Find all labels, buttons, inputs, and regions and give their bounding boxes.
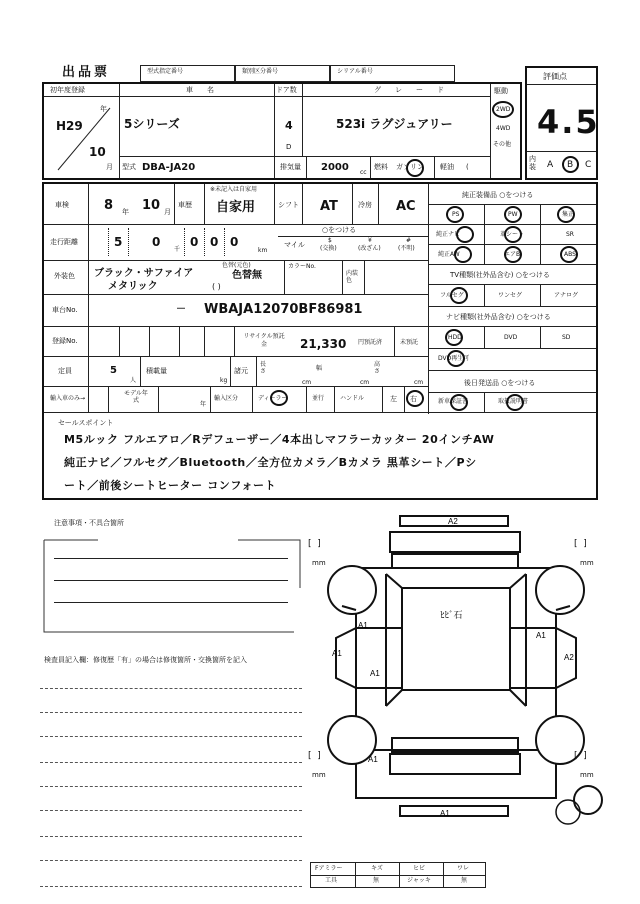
aircon-value: AC: [396, 199, 416, 214]
color-change-value: 色替無: [232, 270, 262, 281]
fuel-value: ガソリン: [396, 163, 424, 171]
equip-3-circle: [557, 206, 575, 223]
mm-front-left: mm: [312, 559, 326, 567]
spec-table: 車検 8 年 10 月 車歴 ※未記入は自家用 自家用 シフト AT 冷房 AC 走行距離 5 0 千 0 0 0 km ○をつける マイル $ (交換) ¥ (改ざん) # (不明) 外装色 色替(元色) ブラック・サファイア 色替無 メタリック ( ) カラーNo. 内装色 車台No. － WBAJA12070BF86981 登録No. リサイクル預託金 21,330 円預託済 未預託 定員 5 人 積載量 kg 諸元 長さ cm 幅 cm 高さ cm 輸入車のみ→ モデル年式 年 輸入区分 ディーラー 並行 ハンドル 左 右 純正装備品 ○をつける PS PW 集正 純正ナビ 革シート SR 純正AW エアB ABS TV種類(社外品含む) ○をつける フルセグ ワンセグ アナログ ナビ種類(社外品含む) ○をつける HDD DVD SD DVD再生可 後日発送品 ○をつける 新車保証書 取扱説明書 セールスポイント M5ルック フルエアロ／Rデフューザー／4本出しマフラーカッター 20インチAW 純正ナビ／フルセグ／Bluetooth／全方位カメラ／Bカメラ 黒革シート／Pシ ート／前後シートヒーター コンフォート: [42, 182, 598, 500]
equip-airb-circle: [504, 246, 522, 263]
doors-value: 4: [285, 119, 293, 132]
drive-selected-circle: [492, 101, 514, 118]
inspector-label: 検査員記入欄：修復歴「有」の場合は修復箇所・交換箇所を記入: [44, 656, 247, 664]
damage-mark-left-door: A1: [370, 669, 380, 678]
equip-navi-circle: [456, 226, 474, 243]
vehicle-info-table: 初年度登録 車名 ドア数 グレード H29 年 10 月 5シリーズ 4 D 523i ラグジュアリー 駆動 2WD 4WD その他 型式 DBA-JA20 排気量 2000 cc 燃料 ガソリン 軽油 (: [42, 82, 522, 180]
interior-selected-circle: [562, 156, 579, 173]
rating-label: 評価点: [543, 72, 567, 81]
registration-month: 10: [89, 145, 106, 159]
serial-box: シリアル番号: [330, 65, 455, 82]
equip-aw-circle: [454, 246, 472, 263]
notes-box: [38, 528, 308, 640]
inspection-month: 10: [142, 198, 161, 213]
equip-abs-circle: [560, 246, 578, 263]
usage-value: 自家用: [216, 200, 256, 215]
tv-fullseg-circle: [450, 287, 468, 304]
dealer-selected-circle: [270, 390, 288, 406]
rating-box: 評価点 4.5 内装 A B C: [525, 66, 598, 180]
equip-pw-circle: [504, 206, 522, 223]
mm-rear-right: mm: [580, 771, 594, 779]
displacement-value: 2000: [321, 162, 349, 173]
navi-dvd-circle: [447, 350, 465, 367]
rating-value: 4.5: [537, 103, 600, 141]
category-box: 類別区分番号: [235, 65, 330, 82]
vin-value: WBAJA12070BF86981: [204, 302, 363, 317]
selling-point-line-3: ート／前後シートヒーター コンフォート: [64, 479, 277, 492]
mm-front-right: mm: [580, 559, 594, 567]
mm-rear-left: mm: [312, 771, 326, 779]
damage-mark-rear-bumper: A1: [440, 809, 450, 818]
damage-mark-front-bumper: A2: [448, 517, 458, 526]
notes-label: 注意事項・不具合箇所: [54, 519, 124, 527]
shift-value: AT: [320, 199, 338, 214]
form-title: 出品票: [62, 65, 111, 80]
interior-label: 内装: [529, 155, 536, 171]
damage-mark-left-front: A1: [358, 621, 368, 630]
handle-selected-circle: [406, 390, 424, 407]
docs-warranty-circle: [450, 394, 468, 411]
fuel-selected-circle: [406, 159, 424, 177]
type-approval-box: 型式指定番号: [140, 65, 235, 82]
legend-table: Fアミラー キズ ヒビ ワレ 工具 無 ジャッキ 無: [310, 862, 486, 888]
selling-point-line-1: M5ルック フルエアロ／Rデフューザー／4本出しマフラーカッター 20インチAW: [64, 433, 495, 446]
grade-value: 523i ラグジュアリー: [336, 117, 453, 131]
car-name-value: 5シリーズ: [124, 117, 180, 131]
navi-hdd-circle: [445, 329, 463, 346]
damage-mark-right-side: A2: [564, 653, 574, 662]
damage-mark-right-front: A1: [536, 631, 546, 640]
car-damage-diagram: [306, 510, 606, 850]
damage-mark-rear-left: A1: [368, 755, 378, 764]
registration-era-year: H29: [56, 119, 83, 133]
damage-mark-roof: ﾋﾋﾞ石: [440, 610, 463, 620]
equip-ps-circle: [446, 206, 464, 223]
capacity-value: 5: [110, 365, 117, 376]
recycle-value: 21,330: [300, 337, 347, 351]
exterior-color-value: ブラック・サファイア: [94, 268, 194, 279]
docs-manual-circle: [506, 394, 524, 411]
model-type-value: DBA-JA20: [142, 162, 196, 173]
inspection-year: 8: [104, 198, 114, 213]
selling-point-line-2: 純正ナビ／フルセグ／Bluetooth／全方位カメラ／Bカメラ 黒革シート／Pシ: [64, 456, 477, 469]
damage-mark-left-side: A1: [332, 649, 342, 658]
equip-leather-circle: [504, 226, 522, 243]
